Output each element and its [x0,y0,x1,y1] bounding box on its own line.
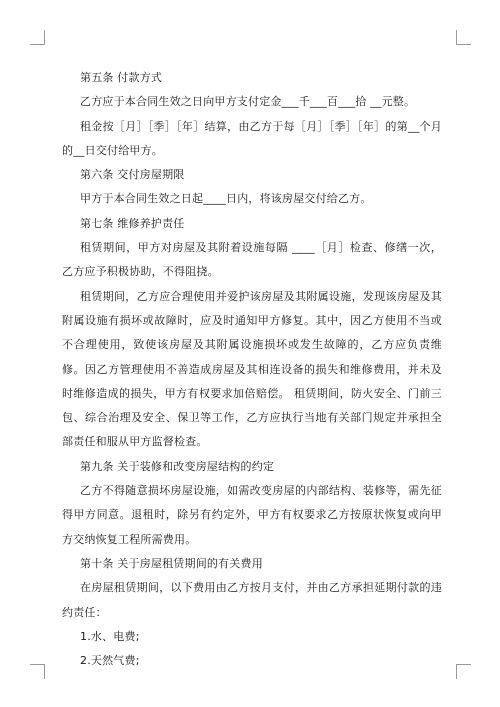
crop-mark-top-left [30,30,45,45]
fee-item-2: 2.天然气费; [80,654,140,668]
fees-paragraph: 在房屋租赁期间，以下费用由乙方按月支付，并由乙方承担延期付款的违约责任： [62,581,442,619]
article-9-heading: 第九条 关于装修和改变房屋结构的约定 [80,459,275,473]
article-7-heading: 第七条 维修养护责任 [80,216,185,230]
article-5-heading: 第五条 付款方式 [80,71,163,84]
inspection-paragraph: 租赁期间，甲方对房屋及其附着设施每隔 ____［月］检查、修缮一次，乙方应予积极协助，不得阻挠。 [62,241,442,279]
rent-settlement-paragraph: 租金按［月］［季］［年］结算，由乙方于每［月］［季］［年］的第__个月的__日交付给甲方。 [62,119,442,157]
renovation-paragraph: 乙方不得随意损坏房屋设施，如需改变房屋的内部结构、装修等，需先征得甲方同意。退租时，除另有约定外，甲方有权要求乙方按原状恢复或向甲方交纳恢复工程所需费用。 [62,484,442,546]
maintenance-paragraph: 租赁期间，乙方应合理使用并爱护该房屋及其附属设施，发现该房屋及其附属设施有损坏或故障时，应及时通知甲方修复。其中，因乙方使用不当或不合理使用，致使该房屋及其附属设施损坏或发生故障的，乙方应负责维修。因乙方管理使用不善造成房屋及其相连设备的损失和维修费用，并未及时维修造成的损失，甲方有权要求加倍赔偿。 租赁期间，防火安全、门前三包、综合治理及安全、保卫等工作，乙方应执行当地有关部门规定并承担全部责任和服从甲方监督检查。 [62,289,442,449]
article-6-heading: 第六条 交付房屋期限 [80,168,185,182]
delivery-paragraph: 甲方于本合同生效之日起____日内，将该房屋交付给乙方。 [80,192,372,206]
crop-mark-bottom-right [456,664,471,679]
article-10-heading: 第十条 关于房屋租赁期间的有关费用 [80,556,263,570]
crop-mark-top-right [456,30,471,45]
deposit-paragraph: 乙方应于本合同生效之日向甲方支付定金___千___百___拾 __元整。 [80,95,416,109]
document-body [62,66,442,673]
crop-mark-bottom-left [30,664,45,679]
fee-item-1: 1.水、电费; [80,629,140,643]
